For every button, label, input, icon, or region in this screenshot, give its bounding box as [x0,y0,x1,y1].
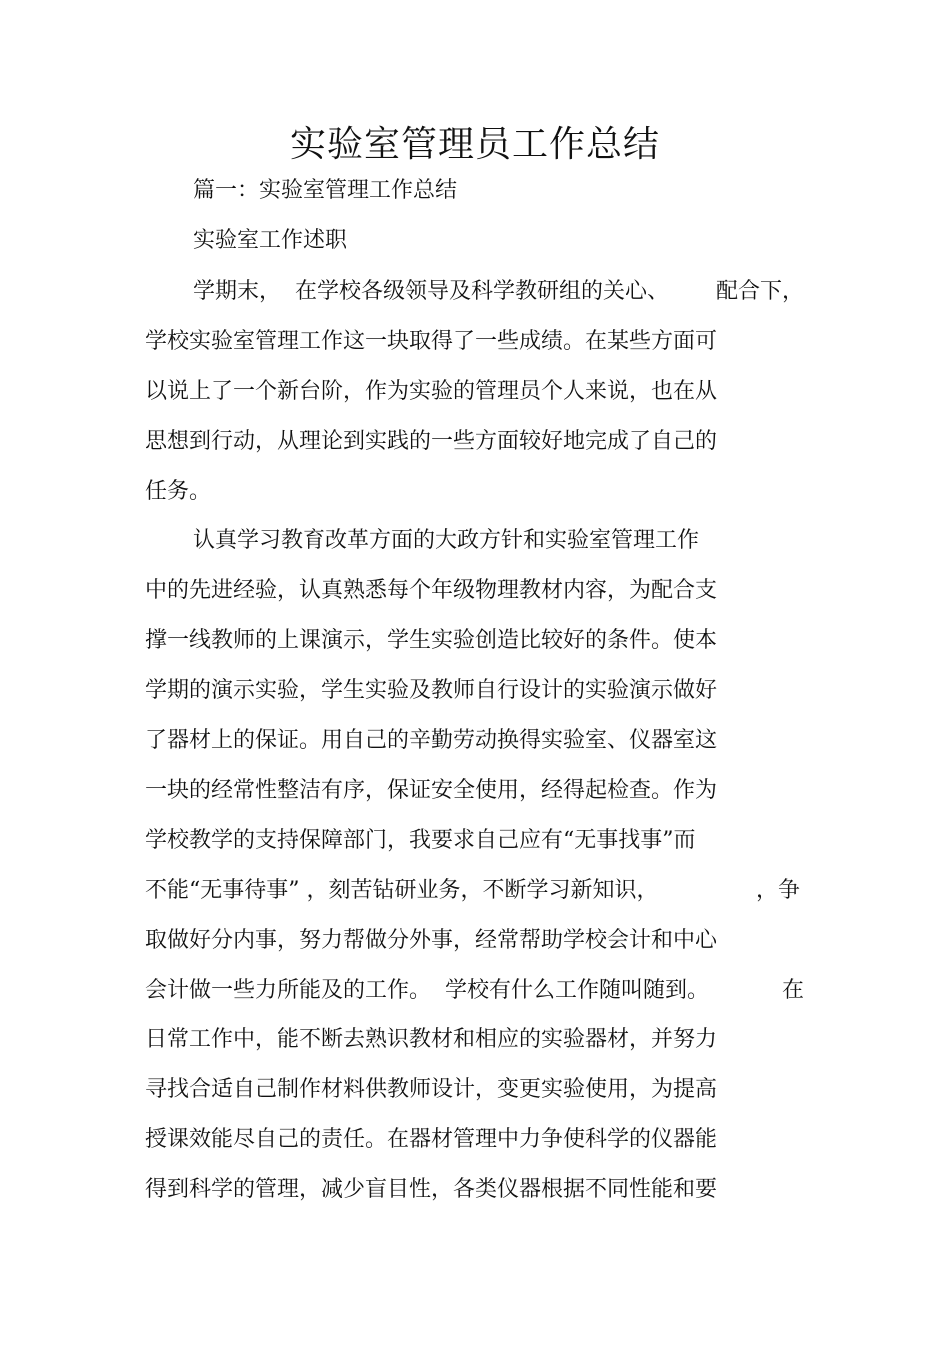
paragraph-2-line-5: 了器材上的保证。用自己的辛勤劳动换得实验室、仪器室这 [145,728,718,753]
paragraph-1-line-2: 学校实验室管理工作这一块取得了一些成绩。在某些方面可 [145,329,718,354]
paragraph-2-line-6: 一块的经常性整洁有序，保证安全使用，经得起检查。作为 [145,778,718,803]
paragraph-2-line-8: 不能“无事待事” ，刻苦钻研业务，不断学习新知识， [145,878,659,903]
paragraph-2-line-12: 寻找合适自己制作材料供教师设计，变更实验使用，为提高 [145,1077,718,1102]
paragraph-2-line-10-tail: 在 [782,978,805,1003]
paragraph-1-line-1: 学期末， 在学校各级领导及科学教研组的关心、 [193,279,669,304]
paragraph-2-line-8-tail: ，争 [756,878,801,903]
paragraph-2-line-11: 日常工作中，能不断去熟识教材和相应的实验器材，并努力 [145,1027,718,1052]
paragraph-2-line-14: 得到科学的管理，减少盲目性，各类仪器根据不同性能和要 [145,1177,718,1202]
paragraph-2-line-3: 撑一线教师的上课演示，学生实验创造比较好的条件。使本 [145,628,718,653]
paragraph-2-line-10: 会计做一些力所能及的工作。 学校有什么工作随叫随到。 [145,978,709,1003]
paragraph-1-line-1-tail: 配合下， [716,279,805,304]
document-title: 实验室管理员工作总结 [289,124,660,165]
subtitle: 篇一：实验室管理工作总结 [193,178,458,203]
paragraph-2-line-7: 学校教学的支持保障部门，我要求自己应有“无事找事”而 [145,828,696,853]
paragraph-1-line-3: 以说上了一个新台阶，作为实验的管理员个人来说，也在从 [145,379,718,404]
paragraph-2-line-1: 认真学习教育改革方面的大政方针和实验室管理工作 [193,528,700,553]
paragraph-1-line-4: 思想到行动，从理论到实践的一些方面较好地完成了自己的 [145,429,718,454]
paragraph-2-line-13: 授课效能尽自己的责任。在器材管理中力争使科学的仪器能 [145,1127,718,1152]
paragraph-2-line-4: 学期的演示实验，学生实验及教师自行设计的实验演示做好 [145,678,718,703]
section-heading: 实验室工作述职 [193,228,348,253]
paragraph-1-line-5: 任务。 [145,479,212,504]
paragraph-2-line-9: 取做好分内事，努力帮做分外事，经常帮助学校会计和中心 [145,928,718,953]
paragraph-2-line-2: 中的先进经验，认真熟悉每个年级物理教材内容，为配合支 [145,578,718,603]
